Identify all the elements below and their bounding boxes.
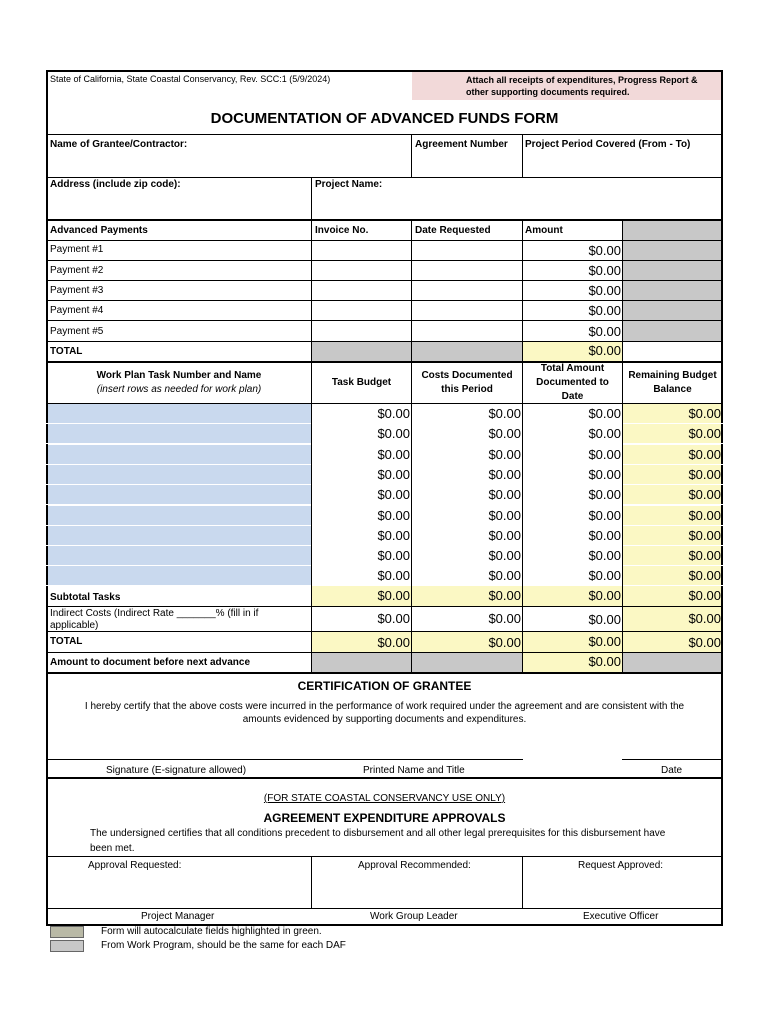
payment-label-1: Payment #1 — [50, 244, 104, 255]
role-project-manager: Project Manager — [141, 911, 215, 922]
date-field[interactable] — [623, 735, 721, 759]
grantee-label: Name of Grantee/Contractor: — [50, 139, 188, 150]
page-title: DOCUMENTATION OF ADVANCED FUNDS FORM — [210, 110, 559, 127]
attach-note-line1: Attach all receipts of expenditures, Progress Report & — [466, 75, 698, 85]
task-budget-cell[interactable]: $0.00 — [377, 467, 410, 482]
task-budget-cell[interactable]: $0.00 — [377, 406, 410, 421]
agreement-label: Agreement Number — [415, 139, 508, 150]
task-name-field[interactable] — [48, 546, 311, 565]
approval-requested-label: Approval Requested: — [88, 860, 182, 871]
total-documented-cell: $0.00 — [588, 568, 621, 583]
approvals-text-1: The undersigned certifies that all conditions precedent to disbursement and all other legal prerequisites for this disbursement have — [90, 828, 666, 839]
address-field[interactable] — [48, 192, 310, 219]
remaining-balance-cell: $0.00 — [688, 568, 721, 583]
tasks-total-costs: $0.00 — [488, 635, 521, 650]
task-name-field[interactable] — [48, 465, 311, 484]
total-head-3: Date — [561, 391, 584, 402]
remaining-balance-cell: $0.00 — [688, 548, 721, 563]
indirect-costs[interactable]: $0.00 — [488, 611, 521, 626]
invoice-label: Invoice No. — [315, 225, 369, 236]
next-advance-amount: $0.00 — [588, 654, 621, 669]
costs-period-cell[interactable]: $0.00 — [488, 528, 521, 543]
task-name-field[interactable] — [48, 526, 311, 545]
indirect-budget[interactable]: $0.00 — [377, 611, 410, 626]
payment-label-5: Payment #5 — [50, 326, 104, 337]
legend-line-2: From Work Program, should be the same for each DAF — [101, 940, 346, 951]
remain-head-1: Remaining Budget — [628, 370, 717, 381]
costs-period-cell[interactable]: $0.00 — [488, 467, 521, 482]
task-budget-cell[interactable]: $0.00 — [377, 426, 410, 441]
costs-period-cell[interactable]: $0.00 — [488, 568, 521, 583]
remaining-balance-cell: $0.00 — [688, 528, 721, 543]
payment-amount-2[interactable]: $0.00 — [588, 263, 621, 278]
legend-line-1: Form will autocalculate fields highlighted in green. — [101, 926, 322, 937]
total-head-2: Documented to — [536, 377, 609, 388]
request-approved-label: Request Approved: — [578, 860, 664, 871]
payment-amount-5[interactable]: $0.00 — [588, 324, 621, 339]
total-documented-cell: $0.00 — [588, 548, 621, 563]
subtotal-total: $0.00 — [588, 588, 621, 603]
use-only-label: (FOR STATE COASTAL CONSERVANCY USE ONLY) — [263, 793, 506, 804]
certification-text-1: I hereby certify that the above costs were incurred in the performance of work required under the agreement and are consistent with the — [84, 701, 685, 712]
payment-amount-1[interactable]: $0.00 — [588, 243, 621, 258]
remaining-balance-cell: $0.00 — [688, 487, 721, 502]
remaining-balance-cell: $0.00 — [688, 467, 721, 482]
costs-period-cell[interactable]: $0.00 — [488, 487, 521, 502]
subtotal-remain: $0.00 — [688, 588, 721, 603]
task-budget-head: Task Budget — [331, 377, 392, 388]
project-name-label: Project Name: — [315, 179, 383, 190]
indirect-label-1: Indirect Costs (Indirect Rate _______% (fill in if — [50, 608, 259, 619]
costs-head-1: Costs Documented — [421, 370, 513, 381]
payments-total-amount: $0.00 — [588, 343, 621, 358]
payment-label-4: Payment #4 — [50, 305, 104, 316]
costs-head-2: this Period — [441, 384, 493, 395]
agreement-field[interactable] — [412, 152, 521, 177]
payment-amount-4[interactable]: $0.00 — [588, 303, 621, 318]
form-revision: State of California, State Coastal Conservancy, Rev. SCC:1 (5/9/2024) — [50, 74, 331, 84]
legend-swatch-gray — [50, 940, 84, 952]
indirect-remain: $0.00 — [688, 611, 721, 626]
remaining-balance-cell: $0.00 — [688, 447, 721, 462]
approval-recommended-label: Approval Recommended: — [358, 860, 471, 871]
remaining-balance-cell: $0.00 — [688, 508, 721, 523]
next-advance-label: Amount to document before next advance — [50, 657, 251, 668]
grantee-field[interactable] — [48, 152, 410, 177]
costs-period-cell[interactable]: $0.00 — [488, 406, 521, 421]
total-documented-cell: $0.00 — [588, 426, 621, 441]
payment-label-2: Payment #2 — [50, 265, 104, 276]
approvals-text-2: been met. — [90, 843, 135, 854]
tasks-total-budget: $0.00 — [377, 635, 410, 650]
executive-officer-sign[interactable] — [523, 874, 721, 907]
payment-amount-3[interactable]: $0.00 — [588, 283, 621, 298]
total-documented-cell: $0.00 — [588, 406, 621, 421]
total-documented-cell: $0.00 — [588, 487, 621, 502]
subtotal-costs: $0.00 — [488, 588, 521, 603]
date-requested-label: Date Requested — [415, 225, 491, 236]
task-budget-cell[interactable]: $0.00 — [377, 548, 410, 563]
task-budget-cell[interactable]: $0.00 — [377, 447, 410, 462]
address-label: Address (include zip code): — [50, 179, 181, 190]
task-head: Work Plan Task Number and Name — [96, 370, 262, 381]
costs-period-cell[interactable]: $0.00 — [488, 508, 521, 523]
total-documented-cell: $0.00 — [588, 447, 621, 462]
advanced-payments-label: Advanced Payments — [50, 225, 148, 236]
indirect-label-2: applicable) — [50, 620, 99, 631]
payment-label-3: Payment #3 — [50, 285, 104, 296]
legend-swatch-green — [50, 926, 84, 938]
subtotal-budget: $0.00 — [377, 588, 410, 603]
total-head-1: Total Amount — [540, 363, 605, 374]
task-budget-cell[interactable]: $0.00 — [377, 528, 410, 543]
certification-title: CERTIFICATION OF GRANTEE — [297, 679, 472, 693]
task-budget-cell[interactable]: $0.00 — [377, 487, 410, 502]
project-manager-sign[interactable] — [48, 874, 310, 907]
indirect-total: $0.00 — [588, 612, 621, 627]
printed-name-label: Printed Name and Title — [363, 765, 465, 776]
signature-field[interactable] — [48, 735, 522, 759]
subtotal-label: Subtotal Tasks — [50, 592, 121, 603]
payments-total-label: TOTAL — [50, 346, 83, 357]
remaining-balance-cell: $0.00 — [688, 426, 721, 441]
remaining-balance-cell: $0.00 — [688, 406, 721, 421]
approvals-title: AGREEMENT EXPENDITURE APPROVALS — [263, 811, 506, 825]
total-documented-cell: $0.00 — [588, 467, 621, 482]
task-name-field[interactable] — [48, 566, 311, 585]
tasks-total-label: TOTAL — [50, 636, 83, 647]
remain-head-2: Balance — [653, 384, 692, 395]
role-work-group-leader: Work Group Leader — [370, 911, 458, 922]
role-executive-officer: Executive Officer — [583, 911, 659, 922]
project-name-field[interactable] — [312, 192, 721, 219]
task-name-field[interactable] — [48, 424, 311, 443]
task-head-note: (insert rows as needed for work plan) — [96, 384, 262, 395]
task-name-field[interactable] — [48, 485, 311, 504]
task-budget-cell[interactable]: $0.00 — [377, 568, 410, 583]
certification-text-2: amounts evidenced by supporting documents and expenditures. — [242, 714, 527, 725]
period-label: Project Period Covered (From - To) — [525, 139, 691, 150]
amount-label: Amount — [525, 225, 563, 236]
task-name-field[interactable] — [48, 506, 311, 525]
costs-period-cell[interactable]: $0.00 — [488, 447, 521, 462]
total-documented-cell: $0.00 — [588, 528, 621, 543]
signature-label: Signature (E-signature allowed) — [106, 765, 247, 776]
period-field[interactable] — [523, 152, 721, 177]
costs-period-cell[interactable]: $0.00 — [488, 548, 521, 563]
task-budget-cell[interactable]: $0.00 — [377, 508, 410, 523]
task-name-field[interactable] — [48, 445, 311, 464]
work-group-leader-sign[interactable] — [312, 874, 521, 907]
costs-period-cell[interactable]: $0.00 — [488, 426, 521, 441]
tasks-total-total: $0.00 — [588, 634, 621, 649]
tasks-total-remain: $0.00 — [688, 635, 721, 650]
task-name-field[interactable] — [48, 404, 311, 423]
attach-note-line2: other supporting documents required. — [466, 87, 630, 97]
total-documented-cell: $0.00 — [588, 508, 621, 523]
gray-cell — [623, 221, 721, 240]
cert-date-label: Date — [661, 765, 683, 776]
